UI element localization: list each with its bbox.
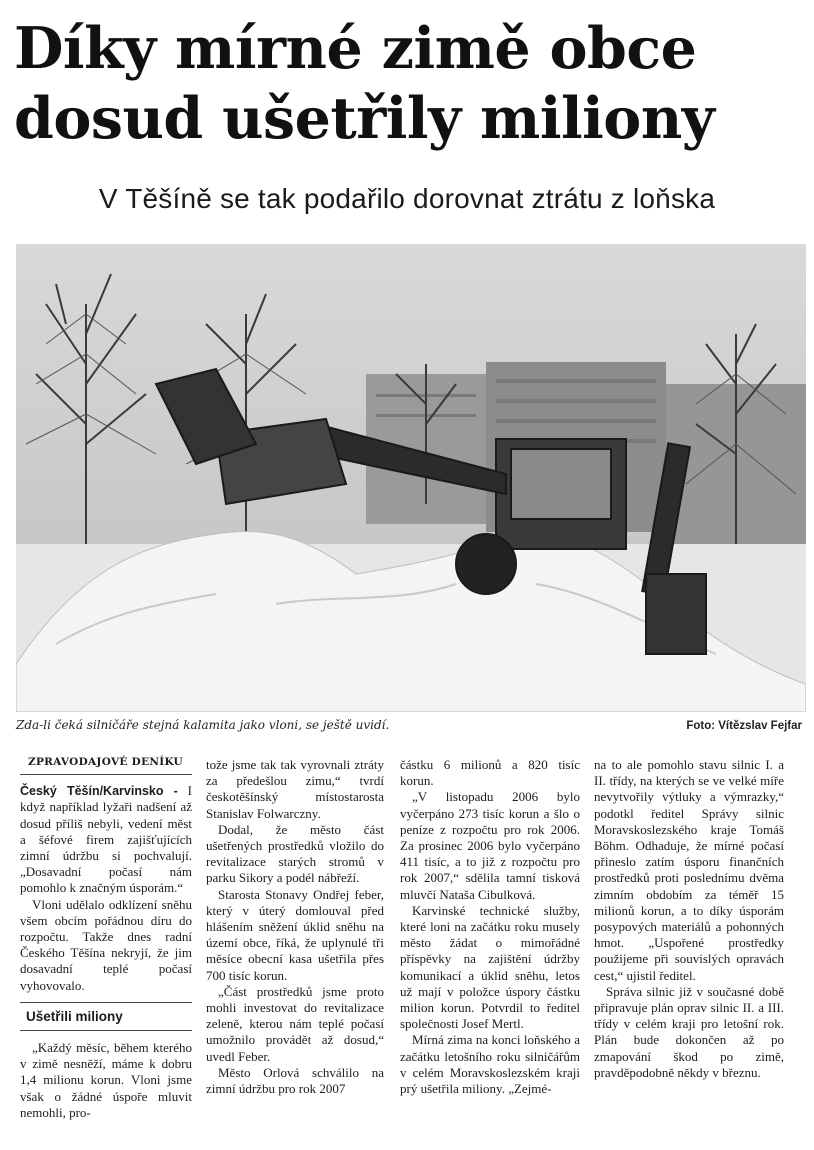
article-paragraph: na to ale pomohlo stavu silnic I. a II. třídy, na kterých se ve velké míře nevytvořily výtluky a výmrazky,“ podotkl ředitel Správy silnic Moravskoslezského kraje Tomáš Böhm. Odhaduje, že mírné počasí přineslo zatím úsporu finančních prostředků proti poslednímu dvěma zimním obdobím za téměř 15 milionů korun, a to díky úsporám posypových materiálů a pohonných hmot. „Uspořené prostředky použijeme při souvislých opravách cest,“ ujistil ředitel. [594, 757, 784, 983]
article-paragraph: Karvinské technické služby, které loni na začátku roku musely město žádat o mimořádné příspěvky na zajištění údržby komunikací a úklid sněhu, letos už mají v položce úspory částku milion korun. Potvrdil to ředitel společnosti Josef Mertl. [400, 902, 580, 1032]
photo-credit: Foto: Vítězslav Fejfar [686, 720, 802, 732]
article-column-4 [594, 757, 784, 1081]
headline-line-2: dosud ušetřily miliony [14, 85, 715, 152]
article-column-3 [400, 757, 580, 1097]
article-photo [16, 244, 806, 712]
article-dateline: Český Těšín/Karvinsko - [20, 784, 178, 799]
article-paragraph: Dodal, že město část ušetřených prostředků vložilo do revitalizace starých stromů v parku Sikory a podél nábřeží. [206, 821, 384, 886]
article-paragraph: „V listopadu 2006 bylo vyčerpáno 273 tisíc korun a šlo o peníze z rozpočtu pro rok 2006. Za prosinec 2006 bylo vyčerpáno 411 tisíc, a to již z rozpočtu pro rok 2007,“ sdělila tamní tisková mluvčí Nataša Cibulková. [400, 789, 580, 902]
article-paragraph: Starosta Stonavy Ondřej feber, který v úterý domlouval před hlášením sněžení úklid sněhu na území obce, říká, že uplynulé tři měsíce obecní kasa ušetřila přes 700 tisíc korun. [206, 886, 384, 983]
article-paragraph: Mírná zima na konci loňského a začátku letošního roku silničářům v celém Moravskoslezském kraji prý ušetřila miliony. „Zejmé- [400, 1032, 580, 1097]
article-paragraph: částku 6 milionů a 820 tisíc korun. [400, 757, 580, 789]
subtitle: V Těšíně se tak podařilo dorovnat ztrátu z loňska [98, 183, 716, 214]
article-paragraph: „Každý měsíc, během kterého v zimě nesněží, máme k dobru 1,4 milionu korun. Vloni jsme však o žádné úspoře mluvit nemohli, pro- [20, 1040, 192, 1120]
article-paragraph: Český Těšín/Karvinsko - I když například lyžaři nadšení až dosud příliš nebyli, vedení měst a šéfové firem zajišťujících zimní údržbu si pochvalují. „Dosavadní počasí nám pomohlo k značným úsporám.“ [20, 783, 192, 896]
headline-line-1: Díky mírné zimě obce [14, 15, 697, 82]
article-paragraph: tože jsme tak tak vyrovnali ztráty za předešlou zimu,“ tvrdí českotěšínský místostarosta Stanislav Folwarczny. [206, 757, 384, 821]
article-column-1 [20, 752, 192, 1121]
headline [14, 14, 804, 154]
article-paragraph: Správa silnic již v současné době připravuje plán oprav silnic II. a III. třídy v celém kraji pro letošní rok. Plán bude dokončen až po zmapování škod po zimě, pravděpodobně někdy v březnu. [594, 983, 784, 1080]
article-subhead: Ušetřili miliony [20, 1002, 192, 1031]
article-rubric: ZPRAVODAJOVÉ DENÍKU [20, 752, 192, 775]
article-paragraph: „Část prostředků jsme proto mohli investovat do revitalizace zeleně, kterou nám teplé počasí umožnilo provádět až dosud,“ uvedl Feber. [206, 983, 384, 1064]
photo-caption: Zda-li čeká silničáře stejná kalamita jako vloni, se ještě uvidí. [16, 718, 390, 732]
article-column-2 [206, 757, 384, 1097]
article-paragraph: Vloni udělalo odklízení sněhu všem obcím pořádnou díru do rozpočtu. Takže dnes radní Českého Těšína nekryjí, že jim dosavadní teplé počasí vyhovovalo. [20, 896, 192, 993]
article-paragraph: Město Orlová schválilo na zimní údržbu pro rok 2007 [206, 1064, 384, 1097]
